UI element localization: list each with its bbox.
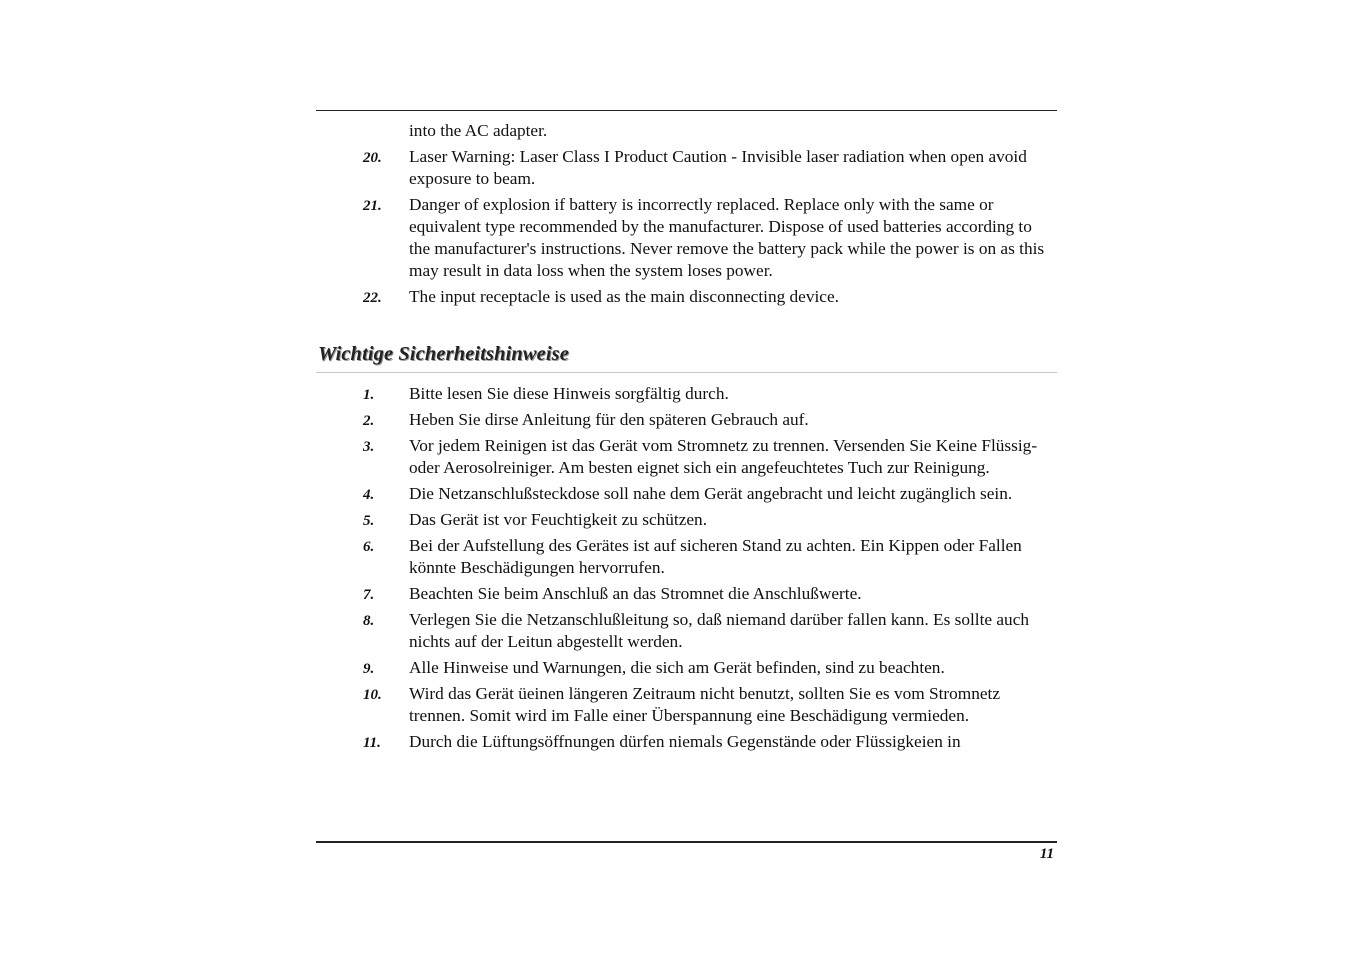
list-item-text: The input receptacle is used as the main disconnecting device.: [409, 287, 839, 306]
footer-rule: [316, 841, 1057, 843]
list-item-number: 10.: [363, 687, 382, 703]
list-item-text: Bei der Aufstellung des Gerätes ist auf sicheren Stand zu achten. Ein Kippen oder Fallen könnte Beschädigungen hervorrufen.: [409, 536, 1022, 577]
english-safety-list: [316, 120, 1057, 312]
list-item: [316, 535, 1057, 579]
list-item-text: Beachten Sie beim Anschluß an das Stromnet die Anschlußwerte.: [409, 584, 862, 603]
list-item-text: Durch die Lüftungsöffnungen dürfen niemals Gegenstände oder Flüssigkeien in: [409, 732, 961, 751]
list-item-number: 7.: [363, 587, 375, 603]
list-item: [316, 683, 1057, 727]
list-item-text: Heben Sie dirse Anleitung für den späteren Gebrauch auf.: [409, 410, 809, 429]
list-item-text: Laser Warning: Laser Class I Product Caution - Invisible laser radiation when open avoid exposure to beam.: [409, 147, 1027, 188]
list-item: [316, 609, 1057, 653]
list-item-number: 22.: [363, 290, 382, 306]
list-item: [316, 583, 1057, 605]
list-item-number: 8.: [363, 613, 375, 629]
list-item: [316, 286, 1057, 308]
list-item-text: Verlegen Sie die Netzanschlußleitung so, daß niemand darüber fallen kann. Es sollte auch nichts auf der Leitun abgestellt werden.: [409, 610, 1030, 651]
list-item-text: Danger of explosion if battery is incorrectly replaced. Replace only with the same or equivalent type recommended by the manufacturer. Dispose of used batteries according to the manufacturer's instructions. Never remove the battery pack while the power is on as this may result in data loss when the system loses power.: [409, 195, 1045, 280]
list-item: [316, 731, 1057, 753]
page-number: 11: [1039, 846, 1054, 862]
list-item-text: Vor jedem Reinigen ist das Gerät vom Stromnetz zu trennen. Versenden Sie Keine Flüssig- oder Aerosolreiniger. Am besten eignet sich ein angefeuchtetes Tuch zur Reinigung.: [409, 436, 1038, 477]
list-item: [316, 383, 1057, 405]
list-item: [316, 194, 1057, 282]
list-item-number: 21.: [363, 198, 382, 214]
section-heading-rule: [316, 372, 1057, 373]
list-item-number: 4.: [363, 487, 375, 503]
german-safety-list: [316, 383, 1057, 757]
list-item-number: 11.: [363, 735, 381, 751]
list-item-number: 9.: [363, 661, 375, 677]
list-item-text: Alle Hinweise und Warnungen, die sich am Gerät befinden, sind zu beachten.: [409, 658, 945, 677]
list-item-text: into the AC adapter.: [409, 121, 548, 140]
list-item: [316, 435, 1057, 479]
list-item-number: 5.: [363, 513, 375, 529]
list-item: [316, 509, 1057, 531]
list-item-number: 6.: [363, 539, 375, 555]
list-item-number: 20.: [363, 150, 382, 166]
list-item: [316, 657, 1057, 679]
section-heading: Wichtige Sicherheitshinweise: [318, 343, 569, 365]
list-item-continuation: [316, 120, 1057, 142]
list-item: [316, 146, 1057, 190]
list-item-number: 1.: [363, 387, 375, 403]
list-item-text: Wird das Gerät üeinen längeren Zeitraum nicht benutzt, sollten Sie es vom Stromnetz trennen. Somit wird im Falle einer Überspannung eine Beschädigung vermieden.: [409, 684, 1001, 725]
list-item-number: 2.: [363, 413, 375, 429]
list-item-text: Die Netzanschlußsteckdose soll nahe dem Gerät angebracht und leicht zugänglich sein.: [409, 484, 1013, 503]
list-item-number: 3.: [363, 439, 375, 455]
list-item-text: Bitte lesen Sie diese Hinweis sorgfältig durch.: [409, 384, 729, 403]
list-item: [316, 483, 1057, 505]
header-rule: [316, 110, 1057, 111]
list-item-text: Das Gerät ist vor Feuchtigkeit zu schützen.: [409, 510, 708, 529]
list-item: [316, 409, 1057, 431]
